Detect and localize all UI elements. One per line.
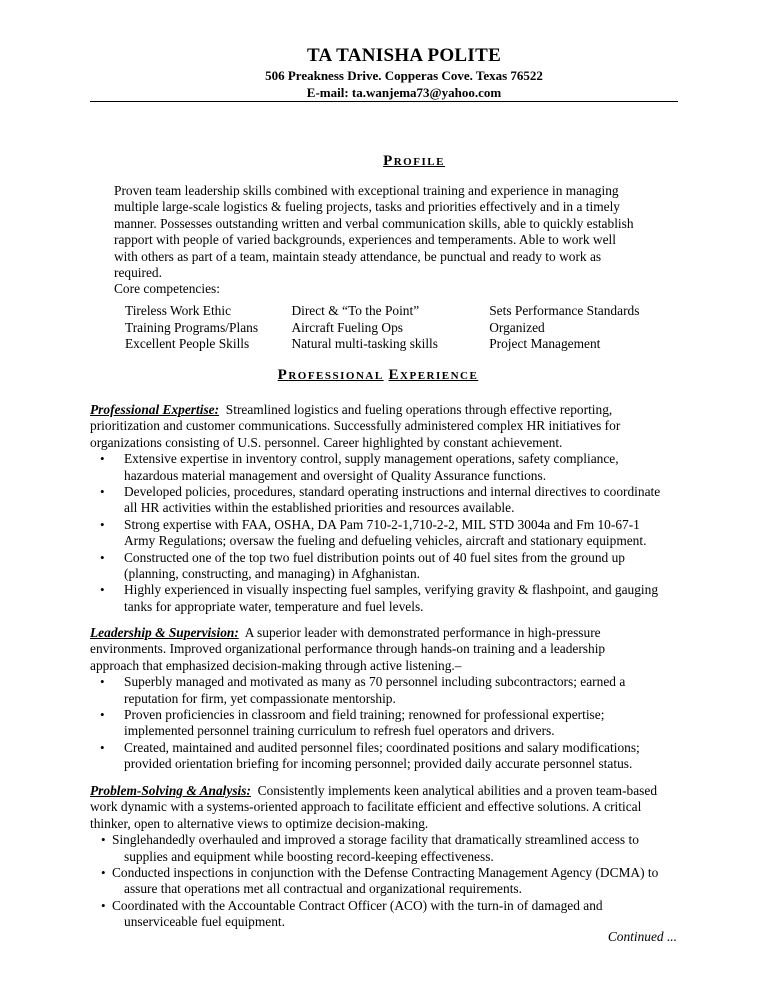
header-divider [90,101,678,102]
competency-row [125,336,685,353]
candidate-name: TA TANISHA POLITE [306,45,502,66]
bullet-icon: • [100,451,105,467]
profile-summary [114,183,656,298]
professional-expertise-section [90,402,682,615]
section-heading: Problem-Solving & Analysis: [90,783,251,798]
competency-item: Excellent People Skills [125,336,250,351]
list-item: • Conducted inspections in conjunction with the Defense Contracting Management Agency (DCMA) to assure that operations met all contractual and organizational requirements. [101,865,659,897]
competency-item: Direct & “To the Point” [291,303,420,318]
list-item: • Extensive expertise in inventory control, supply management operations, safety compliance, hazardous material management and oversight of Quality Assurance functions. [100,451,619,483]
competency-item: Sets Performance Standards [489,303,640,318]
section-line: Consistently implements keen analytical abilities and a proven team-based [250,783,658,798]
candidate-email: E-mail: ta.wanjema73@yahoo.com [306,85,502,100]
competency-item: Organized [489,319,545,335]
section-line: A superior leader with demonstrated performance in high-pressure [238,625,601,640]
section-heading: Professional Expertise: [90,402,220,417]
list-item: • Strong expertise with FAA, OSHA, DA Pam 710-2-1,710-2-2, MIL STD 3004a and Fm 10-67-1 Army Regulations; oversaw the fueling and defueling vehicles, aircraft and stationary equipment. [100,516,647,549]
bullet-icon: • [100,516,105,532]
profile-line: with others as part of a team, maintain steady attendance, be punctual and ready to work as [114,248,602,264]
list-item: • Constructed one of the top two fuel distribution points out of 40 fuel sites from the ground up (planning, constructing, and managing) in Afghanistan. [100,549,625,582]
profile-line: Proven team leadership skills combined with exceptional training and experience in managing [114,183,619,198]
list-item: • Created, maintained and audited personnel files; coordinated positions and salary modifications; provided orientation briefing for incoming personnel; provided daily accurate personnel status. [100,739,640,772]
competency-item: Tireless Work Ethic [125,303,232,318]
list-item: • Proven proficiencies in classroom and field training; renowned for professional expertise; implemented personnel training curriculum to refresh fuel operators and drivers. [100,707,605,739]
bullet-icon: • [101,832,106,848]
bullet-list [90,674,682,772]
competency-item: Natural multi-tasking skills [291,336,438,351]
competency-row [125,320,685,337]
candidate-address: 506 Preakness Drive. Copperas Cove. Texas 76522 [265,68,543,83]
section-line: organizations consisting of U.S. personnel. Career highlighted by constant achievement. [90,434,563,450]
bullet-icon: • [100,707,105,723]
profile-line: multiple large-scale logistics & fueling projects, tasks and priorities effectively and in a timely [114,199,620,215]
leadership-supervision-section [90,625,682,773]
competency-grid [125,303,685,353]
section-line: environments. Improved organizational performance through hands-on training and a leadership [90,641,606,657]
section-line: work dynamic with a systems-oriented approach to facilitate efficient and effective solutions. A critical [90,799,642,815]
list-item: • Highly experienced in visually inspecting fuel samples, verifying gravity & flashpoint, and gauging tanks for appropriate water, temperature and fuel levels. [100,582,659,614]
experience-section-title: PROFESSIONAL EXPERIENCE [277,367,479,383]
profile-line: rapport with people of varied backgrounds, experiences and temperaments. Able to work well [114,232,616,248]
profile-section-title: PROFILE [383,153,445,169]
list-item: • Developed policies, procedures, standard operating instructions and internal directives to coordinate all HR activities within the established priorities and resources available. [100,484,661,516]
bullet-icon: • [100,484,105,500]
bullet-icon: • [100,582,105,598]
list-item: • Coordinated with the Accountable Contract Officer (ACO) with the turn-in of damaged and unserviceable fuel equipment. [101,897,603,930]
bullet-icon: • [100,674,105,690]
bullet-icon: • [100,549,105,565]
bullet-icon: • [101,897,106,913]
section-line: Streamlined logistics and fueling operations through effective reporting, [219,402,613,417]
section-heading: Leadership & Supervision: [90,625,239,640]
section-line: approach that emphasized decision-making through active listening.– [90,657,462,673]
bullet-icon: • [100,739,105,755]
profile-line: required. [114,265,162,281]
list-item: • Superbly managed and motivated as many as 70 personnel including subcontractors; earned a reputation for firm, yet compassionate mentorship. [100,674,626,706]
profile-line: manner. Possesses outstanding written and verbal communication skills, able to quickly establish [114,215,634,231]
continued-note: Continued ... [607,929,677,944]
section-line: thinker, open to alternative views to optimize decision-making. [90,815,429,831]
section-line: prioritization and customer communications. Successfully administered complex HR initiatives for [90,418,621,434]
competency-item: Aircraft Fueling Ops [291,319,404,335]
competency-item: Project Management [489,336,601,351]
competency-item: Training Programs/Plans [125,319,259,335]
bullet-icon: • [101,865,106,881]
problem-solving-section [90,783,682,931]
list-item: • Singlehandedly overhauled and improved a storage facility that dramatically streamlined access to supplies and equipment while boosting record-keeping effectiveness. [101,832,639,864]
bullet-list [90,832,682,930]
core-competencies-label: Core competencies: [114,281,220,297]
competency-row [125,303,685,320]
bullet-list [90,451,682,615]
